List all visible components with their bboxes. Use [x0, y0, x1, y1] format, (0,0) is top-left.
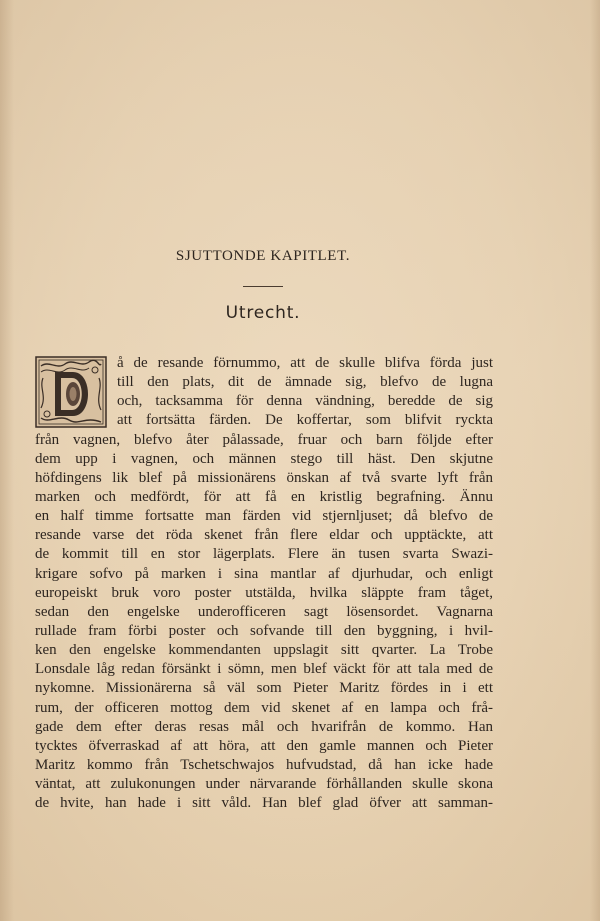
- text-line: rullade fram förbi poster och sofvande till den byggning, i hvil-: [35, 622, 493, 639]
- text-line: gade dem efter deras resas mål och hvarifrån de kommo. Han: [35, 718, 493, 735]
- text-line: höfdingens lik blef på missionärens önskan af två svarte lyft från: [35, 469, 493, 486]
- text-line: rum, der officeren mottog dem vid skenet af en lampa och frå-: [35, 699, 493, 716]
- text-line: och, tacksamma för denna vändning, beredde de sig: [117, 393, 493, 410]
- text-line: nykomne. Missionärerna så väl som Pieter Maritz fördes in i ett: [35, 680, 493, 697]
- text-line: å de resande förnummo, att de skulle blifva förda just: [117, 355, 493, 371]
- text-line: de kommit till en stor lägerplats. Flere än tusen svarta Swazi-: [35, 546, 493, 563]
- text-line: Maritz kommo från Tschetschwajos hufvudstad, då han icke hade: [35, 756, 493, 773]
- text-line: Lonsdale låg redan försänkt i sömn, men blef väckt för att tala med de: [35, 661, 493, 678]
- text-line: sedan den engelske underofficeren sagt lösensordet. Vagnarna: [35, 603, 493, 620]
- text-line: en half timme fortsatte man färden vid stjernljuset; då blefvo de: [35, 508, 493, 525]
- text-line: ken den engelske kommendanten uppslagit sitt qvarter. La Trobe: [35, 642, 493, 659]
- page-edge-shadow: [0, 0, 14, 921]
- text-line: från vagnen, blefvo åter pålassade, fruar och barn följde efter: [35, 431, 493, 448]
- text-line: europeiskt bruk voro poster utstälda, hvilka släppte fram tåget,: [35, 584, 493, 601]
- text-line: dem upp i vagnen, och männen stego till häst. Den skjutne: [35, 450, 493, 467]
- text-line: marken och medfördt, för att få en kristlig begrafning. Ännu: [35, 488, 493, 505]
- text-line: de hvite, han hade i sitt våld. Han blef glad öfver att samman-: [35, 795, 493, 812]
- page-edge-shadow: [590, 0, 600, 921]
- text-line: väntat, att zulukonungen under närvarande förhållanden skulle skona: [35, 776, 493, 793]
- body-text: [35, 354, 493, 813]
- text-line: tycktes öfverraskad af att höra, att den gamle mannen och Pieter: [35, 737, 493, 754]
- text-line: resande varse det röda skenet från flere eldar och upptäckte, att: [35, 527, 493, 544]
- chapter-heading: SJUTTONDE KAPITLET.: [175, 248, 351, 264]
- chapter-title: Utrecht.: [225, 303, 301, 323]
- text-line: att fortsätta färden. De koffertar, som blifvit ryckta: [117, 412, 493, 429]
- text-line: krigare sofvo på marken i sina mantlar af djurhudar, och enligt: [35, 565, 493, 582]
- text-line: till den plats, dit de ämnade sig, blefvo de lugna: [117, 374, 493, 391]
- divider: [243, 286, 283, 287]
